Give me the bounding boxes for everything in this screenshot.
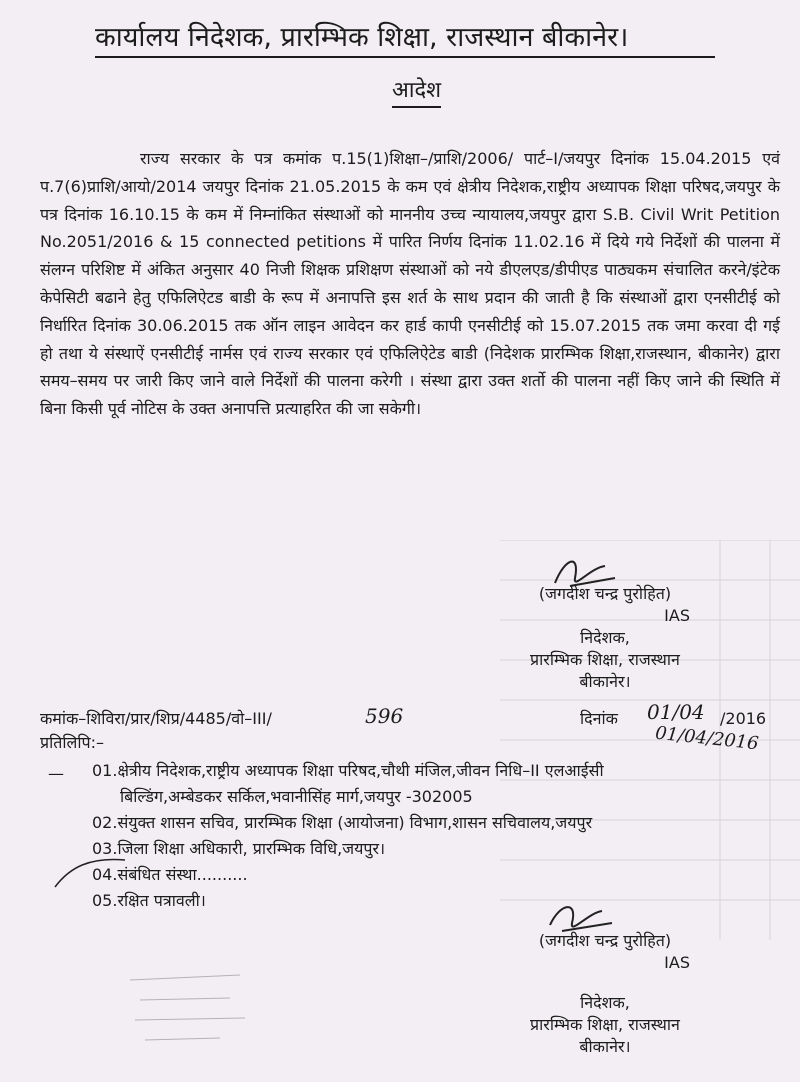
signatory-designation: निदेशक, <box>580 993 630 1012</box>
handwritten-dispatch-number: 596 <box>365 704 404 728</box>
faded-stamp <box>120 960 260 1060</box>
copy-to-list <box>92 758 772 914</box>
signature-block-2 <box>500 930 710 1058</box>
copy-item: 01.क्षेत्रीय निदेशक,राष्ट्रीय अध्यापक शिक्षा परिषद,चौथी मंजिल,जीवन निधि–II एलआईसी <box>92 761 604 780</box>
signature-block-1 <box>500 583 710 693</box>
copy-item: बिल्डिंग,अम्बेडकर सर्किल,भवानीसिंह मार्ग,जयपुर -302005 <box>120 787 473 806</box>
order-body <box>40 145 780 423</box>
signatory-department: प्रारम्भिक शिक्षा, राजस्थान <box>530 650 680 669</box>
copy-item: 02.संयुक्त शासन सचिव, प्रारम्भिक शिक्षा (आयोजना) विभाग,शासन सचिवालय,जयपुर <box>92 813 593 832</box>
signatory-name: (जगदीश चन्द्र पुरोहित) <box>538 584 672 603</box>
copy-item: 03.जिला शिक्षा अधिकारी, प्रारम्भिक विधि,जयपुर। <box>92 839 386 858</box>
copy-dash: — <box>48 764 64 783</box>
copy-item: 04.संबंधित संस्था.......... <box>92 865 248 884</box>
signatory-name: (जगदीश चन्द्र पुरोहित) <box>538 931 672 950</box>
order-body-text: राज्य सरकार के पत्र कमांक प.15(1)शिक्षा–/प्राशि/2006/ पार्ट–I/जयपुर दिनांक 15.04.2015 एवं प.7(6)प्राशि/आयो/2014 जयपुर दिनांक 21.05.2015 के कम एवं क्षेत्रीय निदेशक,राष्ट्रीय अध्यापक शिक्षा परिषद,जयपुर के पत्र दिनांक 16.10.15 के कम में निम्नांकित संस्थाओं को माननीय उच्च न्यायालय,जयपुर द्वारा S.B. Civil Writ Petition No.2051/2016 & 15 connected petitions में पारित निर्णय दिनांक 11.02.16 में दिये गये निर्देशों की पालना में संलग्न परिशिष्ट में अंकित अनुसार 40 निजी शिक्षक प्रशिक्षण संस्थाओं को नये डीएलएड/डीपीएड पाठ्यकम संचालित करने/इंटेक केपेसिटी बढाने हेतु एफिलिऐटड बाडी के रूप में अनापत्ति इस शर्त के साथ प्रदान की जाती है कि संस्थाओं द्वारा एनसीटीई को निर्धारित दिनांक 30.06.2015 तक ऑन लाइन आवेदन कर हार्ड कापी एनसीटीई को 15.07.2015 तक जमा करवा दी गई हो तथा ये संस्थाऐं एनसीटीई नार्मस एवं राज्य सरकार एवं एफिलिऐटेड बाडी (निदेशक प्रारम्भिक शिक्षा,राजस्थान, बीकानेर) द्वारा समय–समय पर जारी किए जाने वाले निर्देशों की पालना करेगी । संस्था द्वारा उक्त शर्तो की पालना नहीं किए जाने की स्थिति में बिना किसी पूर्व नोटिस के उक्त अनापत्ति प्रत्याहरित की जा सकेगी। <box>40 149 780 419</box>
copy-to-label: प्रतिलिपि:– <box>40 733 104 752</box>
reference-date-label: दिनांक <box>580 709 618 728</box>
signatory-place: बीकानेर। <box>579 672 631 691</box>
signatory-place: बीकानेर। <box>579 1037 631 1056</box>
copy-item: 05.रक्षित पत्रावली। <box>92 891 206 910</box>
reference-number: कमांक–शिविरा/प्रार/शिप्र/4485/वो–III/ <box>40 709 272 728</box>
office-header: कार्यालय निदेशक, प्रारम्भिक शिक्षा, राजस्थान बीकानेर। <box>95 20 715 58</box>
pen-stroke-mark <box>50 852 130 892</box>
handwritten-date: 01/04 <box>647 700 705 724</box>
order-title: आदेश <box>392 76 441 108</box>
reference-date-year: /2016 <box>720 709 767 728</box>
handwritten-date-second: 01/04/2016 <box>654 722 760 755</box>
signatory-department: प्रारम्भिक शिक्षा, राजस्थान <box>530 1015 680 1034</box>
signatory-service: IAS <box>664 606 690 625</box>
signatory-designation: निदेशक, <box>580 628 630 647</box>
signatory-service: IAS <box>664 953 690 972</box>
